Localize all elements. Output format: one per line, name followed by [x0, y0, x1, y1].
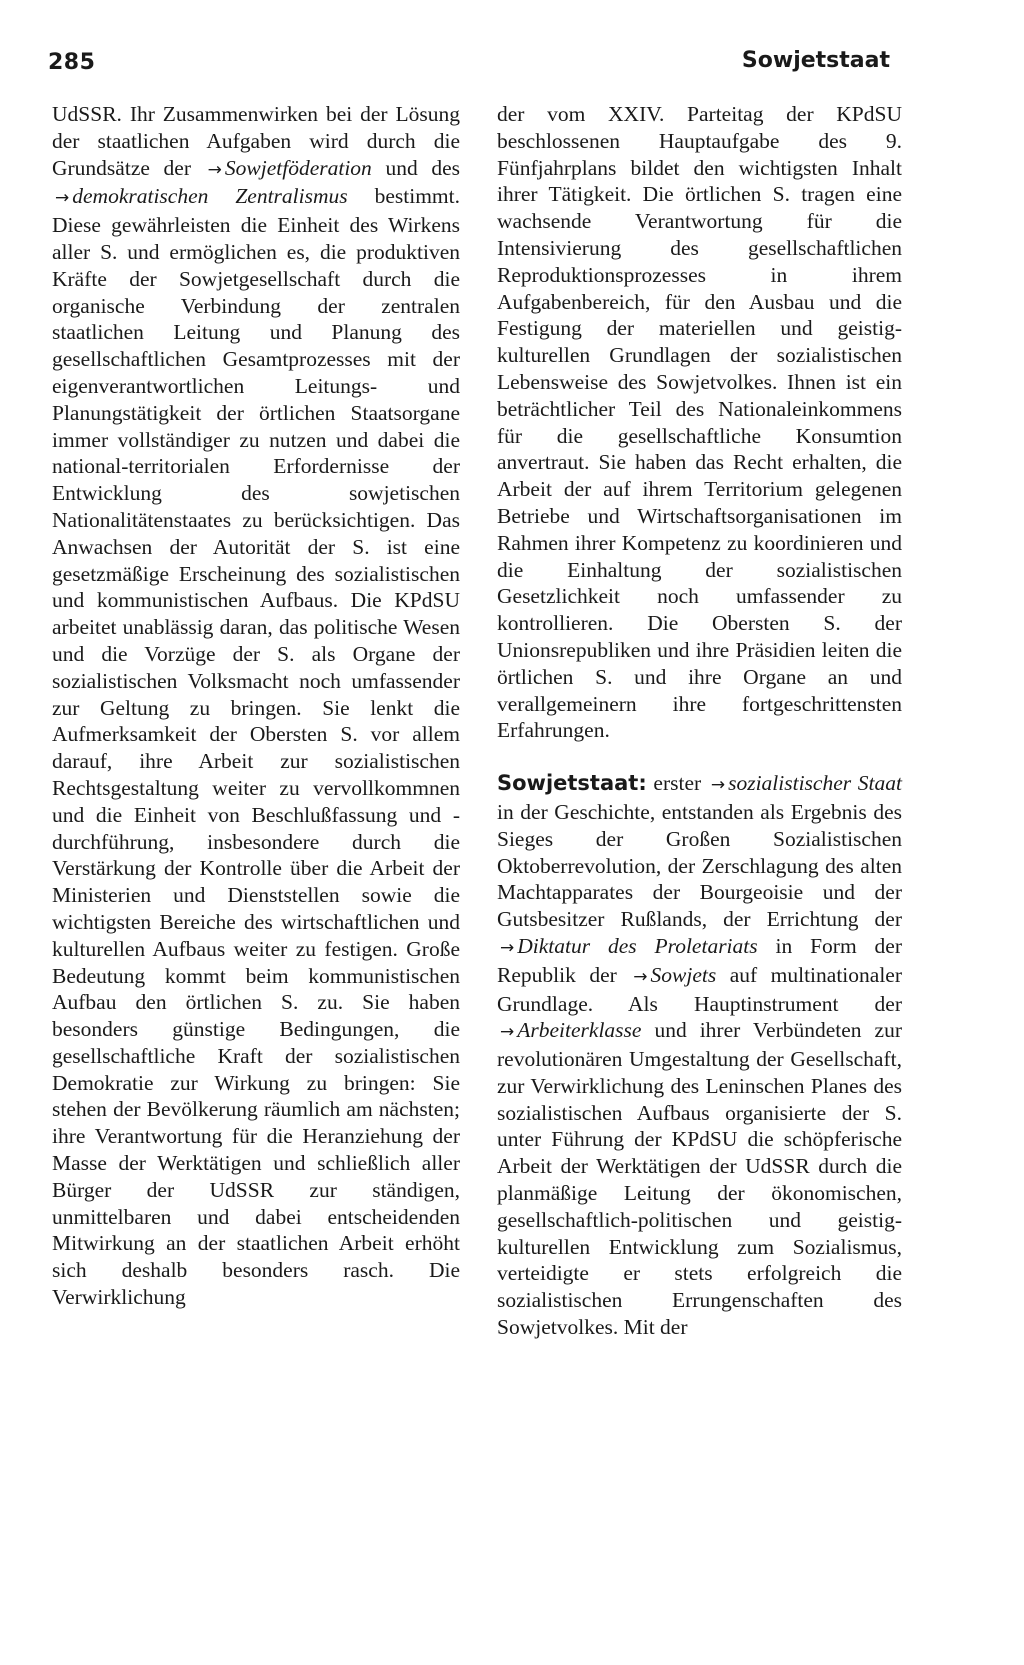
dictionary-entry [497, 770, 902, 1341]
cross-reference-arrow-icon: → [710, 775, 726, 796]
left-column [52, 101, 460, 1311]
cross-reference-term[interactable]: demokratischen Zentralismus [72, 184, 348, 209]
left-column-text [52, 101, 460, 1311]
cross-reference-arrow-icon: → [55, 188, 70, 209]
body-text: UdSSR. Ihr Zusammenwirken bei der Lösung der staatlichen Aufgaben wird durch die Grundsätze der [52, 102, 460, 180]
cross-reference-term[interactable]: sozialistischer Staat [728, 771, 902, 796]
cross-reference-arrow-icon: → [207, 159, 222, 180]
body-text: erster [646, 771, 708, 796]
cross-reference-term[interactable]: Arbeiterklasse [517, 1018, 642, 1043]
body-text: in Form der Republik der [497, 933, 902, 987]
cross-reference-term[interactable]: Diktatur des Proletariats [517, 933, 758, 958]
body-text: und des [371, 155, 460, 180]
right-column [497, 101, 902, 1341]
body-text: bestimmt. Diese gewährleisten die Einheit des Wirkens aller S. und ermöglichen es, die produktiven Kräfte der Sowjetgesellschaft durch die organische Verbindung der zentralen staatlichen Leitung und Planung des gesellschaftlichen Gesamtprozesses mit der eigenverantwortlichen Leitungs- und Planungstätigkeit der örtlichen Staatsorgane immer vollständiger zu nutzen und dabei die national-territorialen Erfordernisse der Entwicklung des sowjetischen Nationalitätenstaates zu berücksichtigen. Das Anwachsen der Autorität der S. ist eine gesetzmäßige Erscheinung des sozialistischen und kommunistischen Aufbaus. Die KPdSU arbeitet unablässig daran, das politische Wesen und die Vorzüge der S. als Organe der sozialistischen Volksmacht noch umfassender zur Geltung zu bringen. Sie lenkt die Aufmerksamkeit der Obersten S. vor allem darauf, ihre Arbeit zur sozialistischen Rechtsgestaltung weiter zu vervollkommnen und die Einheit von Beschlußfassung und -durchführung, insbesondere durch die Verstärkung der Kontrolle über die Arbeit der Ministerien und Dienststellen sowie die wichtigsten Bereiche des wirtschaftlichen und kulturellen Aufbaus weiter zu festigen. Große Bedeutung kommt beim kommunistischen Aufbau den örtlichen S. zu. Sie haben besonders günstige Bedingungen, die gesellschaftliche Kraft der sozialistischen Demokratie zur Wirkung zu bringen: Sie stehen der Bevölkerung räumlich am nächsten; ihre Verantwortung für die Heranziehung der Masse der Werktätigen und schließlich aller Bürger der UdSSR zur ständigen, unmittelbaren und dabei entscheidenden Mitwirkung an der staatlichen Arbeit erhöht sich deshalb besonders rasch. Die Verwirklichung [52, 184, 460, 1310]
cross-reference-term[interactable]: Sowjetföderation [224, 155, 372, 180]
entry-headword: Sowjetstaat: [497, 771, 647, 796]
cross-reference-arrow-icon: → [500, 937, 515, 958]
cross-reference-arrow-icon: → [633, 966, 648, 987]
cross-reference-arrow-icon: → [500, 1022, 515, 1043]
continued-paragraph: der vom XXIV. Parteitag der KPdSU beschlossenen Hauptaufgabe des 9. Fünfjahrplans bildet den wichtigsten Inhalt ihrer Tätigkeit. Die örtlichen S. tragen eine wachsende Verantwortung für die Intensivierung des gesellschaftlichen Reproduktionsprozesses in ihrem Aufgabenbereich, für den Ausbau und die Festigung der materiellen und geistig-kulturellen Grundlagen der sozialistischen Lebensweise des Sowjetvolkes. Ihnen ist ein beträchtlicher Teil des Nationaleinkommens für die gesellschaftliche Konsumtion anvertraut. Sie haben das Recht erhalten, die Arbeit der auf ihrem Territorium gelegenen Betriebe und Wirtschaftsorganisationen im Rahmen ihrer Kompetenz zu koordinieren und die Einhaltung der sozialistischen Gesetzlichkeit noch umfassender zu kontrollieren. Die Obersten S. der Unionsrepubliken und ihre Präsidien leiten die örtlichen S. und ihre Organe an und verallgemeinern ihre fortgeschrittensten Erfahrungen. [497, 102, 902, 743]
body-text: auf multinationaler Grundlage. Als Hauptinstrument der [497, 962, 902, 1016]
body-text: und ihrer Verbündeten zur revolutionären Umgestaltung der Gesellschaft, zur Verwirklichung des Leninschen Planes des sozialistischen Aufbaus organisierte der S. unter Führung der KPdSU die schöpferische Arbeit der Werktätigen der UdSSR durch die planmäßige Leitung der ökonomischen, gesellschaftlich-politischen und geistig-kulturellen Entwicklung zum Sozialismus, verteidigte er stets erfolgreich die sozialistischen Errungenschaften des Sowjetvolkes. Mit der [497, 1018, 902, 1340]
running-head: Sowjetstaat [741, 48, 890, 73]
page-number: 285 [48, 50, 96, 75]
body-text: in der Geschichte, entstanden als Ergebnis des Sieges der Großen Sozialistischen Oktoberrevolution, der Zerschlagung des alten Machtapparates der Bourgeoisie und der Gutsbesitzer Rußlands, der Errichtung der [497, 799, 902, 932]
cross-reference-term[interactable]: Sowjets [650, 962, 717, 987]
